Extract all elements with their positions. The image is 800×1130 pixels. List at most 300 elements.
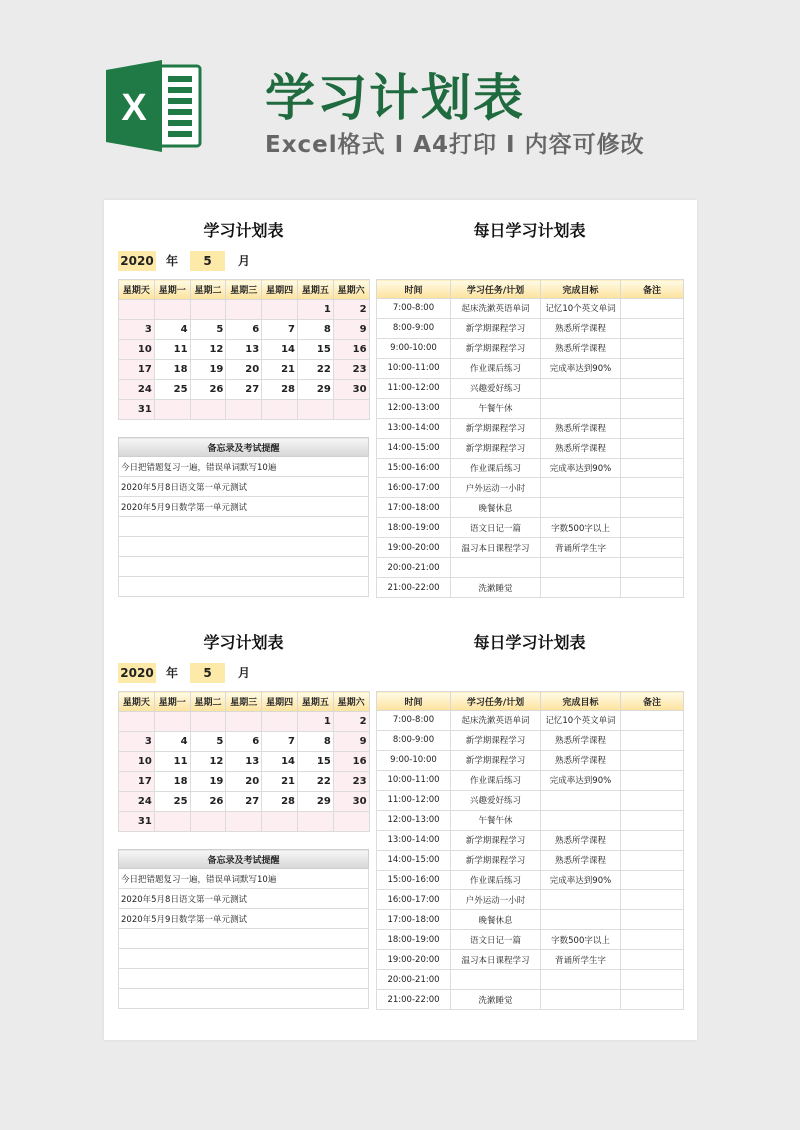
time-cell[interactable]: 16:00-17:00 [377,478,451,498]
calendar-day-cell[interactable]: 11 [154,752,190,772]
calendar-day-cell[interactable]: 16 [333,752,369,772]
excel-logo-icon [104,56,204,156]
goal-cell[interactable] [541,498,621,518]
goal-cell[interactable]: 记忆10个英文单词 [541,711,621,731]
goal-cell[interactable]: 记忆10个英文单词 [541,299,621,319]
calendar-day-cell[interactable]: 23 [333,360,369,380]
memo-item[interactable]: 今日把错题复习一遍，错误单词默写10遍 [119,869,369,889]
calendar-day-cell[interactable]: 9 [333,320,369,340]
month-field[interactable]: 5 [190,251,225,271]
goal-cell[interactable]: 完成率达到90% [541,358,621,378]
note-cell[interactable] [621,770,684,790]
calendar-day-cell[interactable]: 28 [262,792,298,812]
calendar-day-cell[interactable]: 1 [297,712,333,732]
daily-plan-row [377,910,684,930]
memo-item[interactable] [119,537,369,557]
task-cell[interactable]: 兴趣爱好练习 [451,790,541,810]
calendar-day-cell[interactable] [226,300,262,320]
daily-column-header: 时间 [377,692,451,711]
calendar-day-cell[interactable]: 7 [262,320,298,340]
calendar-day-cell[interactable]: 19 [190,772,226,792]
goal-cell[interactable]: 字数500字以上 [541,930,621,950]
memo-table [118,849,369,1009]
note-cell[interactable] [621,950,684,970]
calendar-day-cell[interactable]: 8 [297,732,333,752]
time-cell[interactable]: 17:00-18:00 [377,910,451,930]
time-cell[interactable]: 8:00-9:00 [377,730,451,750]
daily-header-row [377,692,684,711]
time-cell[interactable]: 20:00-21:00 [377,558,451,578]
calendar-day-cell[interactable]: 11 [154,340,190,360]
note-cell[interactable] [621,810,684,830]
calendar-day-cell[interactable]: 3 [119,320,155,340]
goal-cell[interactable] [541,910,621,930]
time-cell[interactable]: 15:00-16:00 [377,458,451,478]
memo-item[interactable] [119,557,369,577]
goal-cell[interactable]: 熟悉所学课程 [541,730,621,750]
memo-item[interactable] [119,929,369,949]
memo-item[interactable] [119,969,369,989]
task-cell[interactable]: 语文日记一篇 [451,518,541,538]
weekday-header: 星期三 [226,280,262,300]
note-cell[interactable] [621,578,684,598]
calendar-day-cell[interactable] [333,812,369,832]
calendar-day-cell[interactable]: 7 [262,732,298,752]
calendar-day-cell[interactable]: 27 [226,792,262,812]
note-cell[interactable] [621,438,684,458]
calendar-day-cell[interactable]: 29 [297,792,333,812]
calendar-day-cell[interactable]: 5 [190,732,226,752]
note-cell[interactable] [621,711,684,731]
calendar-day-cell[interactable]: 16 [333,340,369,360]
calendar-day-cell[interactable]: 19 [190,360,226,380]
calendar-day-cell[interactable]: 12 [190,340,226,360]
time-cell[interactable]: 15:00-16:00 [377,870,451,890]
calendar-day-cell[interactable] [226,712,262,732]
goal-cell[interactable] [541,378,621,398]
calendar-day-cell[interactable]: 15 [297,752,333,772]
calendar-week-row [119,320,370,340]
time-cell[interactable]: 17:00-18:00 [377,498,451,518]
page-title: 学习计划表 [265,69,525,127]
calendar-day-cell[interactable]: 9 [333,732,369,752]
goal-cell[interactable]: 熟悉所学课程 [541,418,621,438]
year-field[interactable]: 2020 [118,663,156,683]
daily-plan-row [377,438,684,458]
calendar-day-cell[interactable]: 12 [190,752,226,772]
daily-plan-row [377,970,684,990]
weekday-header: 星期天 [119,692,155,712]
daily-column-header: 学习任务/计划 [451,692,541,711]
memo-item[interactable] [119,949,369,969]
time-cell[interactable]: 20:00-21:00 [377,970,451,990]
task-cell[interactable]: 洗漱睡觉 [451,990,541,1010]
month-label: 月 [238,254,251,268]
daily-plan-row [377,870,684,890]
goal-cell[interactable] [541,810,621,830]
task-cell[interactable]: 兴趣爱好练习 [451,378,541,398]
weekday-header: 星期六 [333,692,369,712]
calendar-week-row [119,360,370,380]
daily-header-row [377,280,684,299]
task-cell[interactable]: 户外运动一小时 [451,890,541,910]
task-cell[interactable] [451,558,541,578]
goal-cell[interactable]: 完成率达到90% [541,458,621,478]
calendar-day-cell[interactable]: 5 [190,320,226,340]
calendar-title: 学习计划表 [203,633,284,652]
note-cell[interactable] [621,498,684,518]
calendar-day-cell[interactable]: 13 [226,340,262,360]
time-cell[interactable]: 14:00-15:00 [377,438,451,458]
time-cell[interactable]: 21:00-22:00 [377,578,451,598]
calendar-day-cell[interactable]: 22 [297,772,333,792]
calendar-day-cell[interactable] [297,400,333,420]
task-cell[interactable]: 作业课后练习 [451,770,541,790]
calendar-week-row [119,752,370,772]
calendar-week-row [119,340,370,360]
task-cell[interactable]: 新学期课程学习 [451,438,541,458]
time-cell[interactable]: 19:00-20:00 [377,950,451,970]
goal-cell[interactable] [541,970,621,990]
memo-title: 备忘录及考试提醒 [119,850,369,869]
time-cell[interactable]: 13:00-14:00 [377,418,451,438]
time-cell[interactable]: 14:00-15:00 [377,850,451,870]
daily-column-header: 备注 [621,280,684,299]
weekday-header: 星期天 [119,280,155,300]
calendar-day-cell[interactable] [154,400,190,420]
task-cell[interactable]: 作业课后练习 [451,870,541,890]
goal-cell[interactable]: 熟悉所学课程 [541,850,621,870]
daily-plan-row [377,950,684,970]
task-cell[interactable] [451,970,541,990]
calendar-day-cell[interactable] [226,812,262,832]
calendar-day-cell[interactable] [154,812,190,832]
note-cell[interactable] [621,730,684,750]
weekday-header: 星期五 [297,280,333,300]
memo-item[interactable] [119,989,369,1009]
weekday-header: 星期二 [190,280,226,300]
daily-plan-row [377,418,684,438]
calendar-day-cell[interactable]: 24 [119,380,155,400]
task-cell[interactable]: 新学期课程学习 [451,750,541,770]
daily-plan-row [377,338,684,358]
goal-cell[interactable]: 背诵所学生字 [541,950,621,970]
task-cell[interactable]: 新学期课程学习 [451,830,541,850]
weekday-header: 星期三 [226,692,262,712]
month-field[interactable]: 5 [190,663,225,683]
daily-plan-row [377,750,684,770]
goal-cell[interactable]: 完成率达到90% [541,770,621,790]
calendar-week-row [119,712,370,732]
weekday-header: 星期六 [333,280,369,300]
calendar-day-cell[interactable] [119,712,155,732]
weekday-header: 星期五 [297,692,333,712]
calendar-day-cell[interactable] [154,300,190,320]
note-cell[interactable] [621,750,684,770]
daily-column-header: 完成目标 [541,280,621,299]
note-cell[interactable] [621,910,684,930]
time-cell[interactable]: 18:00-19:00 [377,518,451,538]
calendar-table [118,691,370,832]
task-cell[interactable]: 新学期课程学习 [451,418,541,438]
memo-item[interactable]: 2020年5月8日语文第一单元测试 [119,889,369,909]
month-label: 月 [238,666,251,680]
calendar-day-cell[interactable]: 21 [262,360,298,380]
calendar-day-cell[interactable]: 28 [262,380,298,400]
calendar-week-row [119,732,370,752]
calendar-day-cell[interactable]: 24 [119,792,155,812]
calendar-day-cell[interactable] [262,712,298,732]
weekday-header: 星期一 [154,692,190,712]
note-cell[interactable] [621,378,684,398]
note-cell[interactable] [621,318,684,338]
note-cell[interactable] [621,358,684,378]
goal-cell[interactable] [541,990,621,1010]
calendar-day-cell[interactable]: 18 [154,772,190,792]
task-cell[interactable]: 起床洗漱英语单词 [451,299,541,319]
daily-plan-row [377,299,684,319]
calendar-title: 学习计划表 [203,221,284,240]
daily-plan-row [377,990,684,1010]
goal-cell[interactable] [541,890,621,910]
calendar-day-cell[interactable]: 30 [333,792,369,812]
calendar-day-cell[interactable] [190,300,226,320]
daily-plan-row [377,830,684,850]
time-cell[interactable]: 12:00-13:00 [377,398,451,418]
calendar-day-cell[interactable] [262,400,298,420]
task-cell[interactable]: 新学期课程学习 [451,850,541,870]
time-cell[interactable]: 12:00-13:00 [377,810,451,830]
daily-plan-row [377,518,684,538]
daily-plan-row [377,890,684,910]
daily-plan-row [377,711,684,731]
calendar-day-cell[interactable]: 18 [154,360,190,380]
calendar-day-cell[interactable]: 27 [226,380,262,400]
time-cell[interactable]: 7:00-8:00 [377,711,451,731]
calendar-day-cell[interactable] [190,400,226,420]
daily-plan-row [377,498,684,518]
calendar-day-cell[interactable] [262,812,298,832]
calendar-week-row [119,300,370,320]
memo-table [118,437,369,597]
daily-plan-table [376,279,684,598]
daily-column-header: 完成目标 [541,692,621,711]
calendar-day-cell[interactable]: 26 [190,792,226,812]
daily-plan-row [377,930,684,950]
daily-column-header: 时间 [377,280,451,299]
year-label: 年 [166,666,179,680]
calendar-day-cell[interactable]: 10 [119,340,155,360]
daily-plan-row [377,378,684,398]
calendar-day-cell[interactable]: 21 [262,772,298,792]
time-cell[interactable]: 10:00-11:00 [377,770,451,790]
goal-cell[interactable]: 完成率达到90% [541,870,621,890]
note-cell[interactable] [621,398,684,418]
time-cell[interactable]: 9:00-10:00 [377,750,451,770]
task-cell[interactable]: 午餐午休 [451,810,541,830]
note-cell[interactable] [621,558,684,578]
calendar-week-row [119,380,370,400]
goal-cell[interactable]: 熟悉所学课程 [541,438,621,458]
task-cell[interactable]: 作业课后练习 [451,358,541,378]
calendar-day-cell[interactable]: 4 [154,732,190,752]
goal-cell[interactable] [541,790,621,810]
goal-cell[interactable]: 背诵所学生字 [541,538,621,558]
weekday-header: 星期一 [154,280,190,300]
daily-plan-title: 每日学习计划表 [473,221,586,240]
calendar-day-cell[interactable] [262,300,298,320]
task-cell[interactable]: 洗漱睡觉 [451,578,541,598]
goal-cell[interactable] [541,558,621,578]
calendar-day-cell[interactable]: 17 [119,772,155,792]
calendar-day-cell[interactable]: 29 [297,380,333,400]
calendar-day-cell[interactable]: 4 [154,320,190,340]
year-label: 年 [166,254,179,268]
time-cell[interactable]: 13:00-14:00 [377,830,451,850]
note-cell[interactable] [621,518,684,538]
note-cell[interactable] [621,458,684,478]
calendar-day-cell[interactable]: 3 [119,732,155,752]
calendar-day-cell[interactable]: 8 [297,320,333,340]
time-cell[interactable]: 21:00-22:00 [377,990,451,1010]
goal-cell[interactable]: 熟悉所学课程 [541,318,621,338]
daily-plan-row [377,558,684,578]
memo-item[interactable]: 2020年5月8日语文第一单元测试 [119,477,369,497]
calendar-day-cell[interactable]: 20 [226,360,262,380]
calendar-day-cell[interactable]: 2 [333,300,369,320]
note-cell[interactable] [621,418,684,438]
note-cell[interactable] [621,830,684,850]
note-cell[interactable] [621,870,684,890]
goal-cell[interactable]: 熟悉所学课程 [541,338,621,358]
year-field[interactable]: 2020 [118,251,156,271]
page-subtitle: Excel格式 I A4打印 I 内容可修改 [265,132,645,158]
calendar-day-cell[interactable] [154,712,190,732]
weekday-header: 星期四 [262,692,298,712]
memo-item[interactable]: 2020年5月9日数学第一单元测试 [119,497,369,517]
daily-plan-row [377,398,684,418]
calendar-day-cell[interactable]: 23 [333,772,369,792]
calendar-day-cell[interactable]: 25 [154,792,190,812]
task-cell[interactable]: 户外运动一小时 [451,478,541,498]
memo-item[interactable] [119,577,369,597]
task-cell[interactable]: 新学期课程学习 [451,730,541,750]
calendar-day-cell[interactable]: 26 [190,380,226,400]
time-cell[interactable]: 7:00-8:00 [377,299,451,319]
task-cell[interactable]: 语文日记一篇 [451,930,541,950]
calendar-week-row [119,812,370,832]
task-cell[interactable]: 新学期课程学习 [451,318,541,338]
time-cell[interactable]: 11:00-12:00 [377,378,451,398]
calendar-day-cell[interactable] [226,400,262,420]
task-cell[interactable]: 温习本日课程学习 [451,950,541,970]
daily-plan-row [377,318,684,338]
time-cell[interactable]: 19:00-20:00 [377,538,451,558]
note-cell[interactable] [621,990,684,1010]
time-cell[interactable]: 16:00-17:00 [377,890,451,910]
calendar-day-cell[interactable]: 2 [333,712,369,732]
note-cell[interactable] [621,338,684,358]
note-cell[interactable] [621,538,684,558]
calendar-day-cell[interactable]: 1 [297,300,333,320]
task-cell[interactable]: 起床洗漱英语单词 [451,711,541,731]
note-cell[interactable] [621,850,684,870]
calendar-day-cell[interactable]: 14 [262,340,298,360]
weekday-header: 星期四 [262,280,298,300]
time-cell[interactable]: 8:00-9:00 [377,318,451,338]
calendar-day-cell[interactable]: 6 [226,320,262,340]
note-cell[interactable] [621,930,684,950]
calendar-day-cell[interactable]: 22 [297,360,333,380]
goal-cell[interactable] [541,478,621,498]
time-cell[interactable]: 11:00-12:00 [377,790,451,810]
calendar-day-cell[interactable]: 17 [119,360,155,380]
daily-plan-title: 每日学习计划表 [473,633,586,652]
task-cell[interactable]: 午餐午休 [451,398,541,418]
calendar-header-row [119,692,370,712]
memo-item[interactable]: 今日把错题复习一遍，错误单词默写10遍 [119,457,369,477]
time-cell[interactable]: 9:00-10:00 [377,338,451,358]
calendar-day-cell[interactable]: 31 [119,812,155,832]
calendar-day-cell[interactable]: 25 [154,380,190,400]
calendar-day-cell[interactable] [190,812,226,832]
time-cell[interactable]: 10:00-11:00 [377,358,451,378]
calendar-header-row [119,280,370,300]
calendar-day-cell[interactable] [119,300,155,320]
note-cell[interactable] [621,790,684,810]
task-cell[interactable]: 新学期课程学习 [451,338,541,358]
year-month-row [118,663,369,683]
task-cell[interactable]: 温习本日课程学习 [451,538,541,558]
calendar-day-cell[interactable]: 6 [226,732,262,752]
goal-cell[interactable] [541,398,621,418]
note-cell[interactable] [621,890,684,910]
calendar-day-cell[interactable]: 10 [119,752,155,772]
daily-plan-row [377,810,684,830]
calendar-day-cell[interactable]: 30 [333,380,369,400]
note-cell[interactable] [621,970,684,990]
calendar-week-row [119,400,370,420]
goal-cell[interactable] [541,578,621,598]
weekday-header: 星期二 [190,692,226,712]
logo-letter: X [121,87,147,129]
task-cell[interactable]: 晚餐休息 [451,498,541,518]
note-cell[interactable] [621,299,684,319]
goal-cell[interactable]: 熟悉所学课程 [541,830,621,850]
time-cell[interactable]: 18:00-19:00 [377,930,451,950]
note-cell[interactable] [621,478,684,498]
memo-item[interactable]: 2020年5月9日数学第一单元测试 [119,909,369,929]
calendar-day-cell[interactable]: 20 [226,772,262,792]
daily-plan-table [376,691,684,1010]
goal-cell[interactable]: 字数500字以上 [541,518,621,538]
calendar-day-cell[interactable] [190,712,226,732]
memo-item[interactable] [119,517,369,537]
goal-cell[interactable]: 熟悉所学课程 [541,750,621,770]
task-cell[interactable]: 晚餐休息 [451,910,541,930]
calendar-day-cell[interactable]: 31 [119,400,155,420]
daily-column-header: 学习任务/计划 [451,280,541,299]
calendar-day-cell[interactable]: 14 [262,752,298,772]
calendar-day-cell[interactable]: 15 [297,340,333,360]
calendar-day-cell[interactable] [333,400,369,420]
daily-column-header: 备注 [621,692,684,711]
calendar-week-row [119,792,370,812]
calendar-day-cell[interactable] [297,812,333,832]
calendar-week-row [119,772,370,792]
task-cell[interactable]: 作业课后练习 [451,458,541,478]
calendar-day-cell[interactable]: 13 [226,752,262,772]
